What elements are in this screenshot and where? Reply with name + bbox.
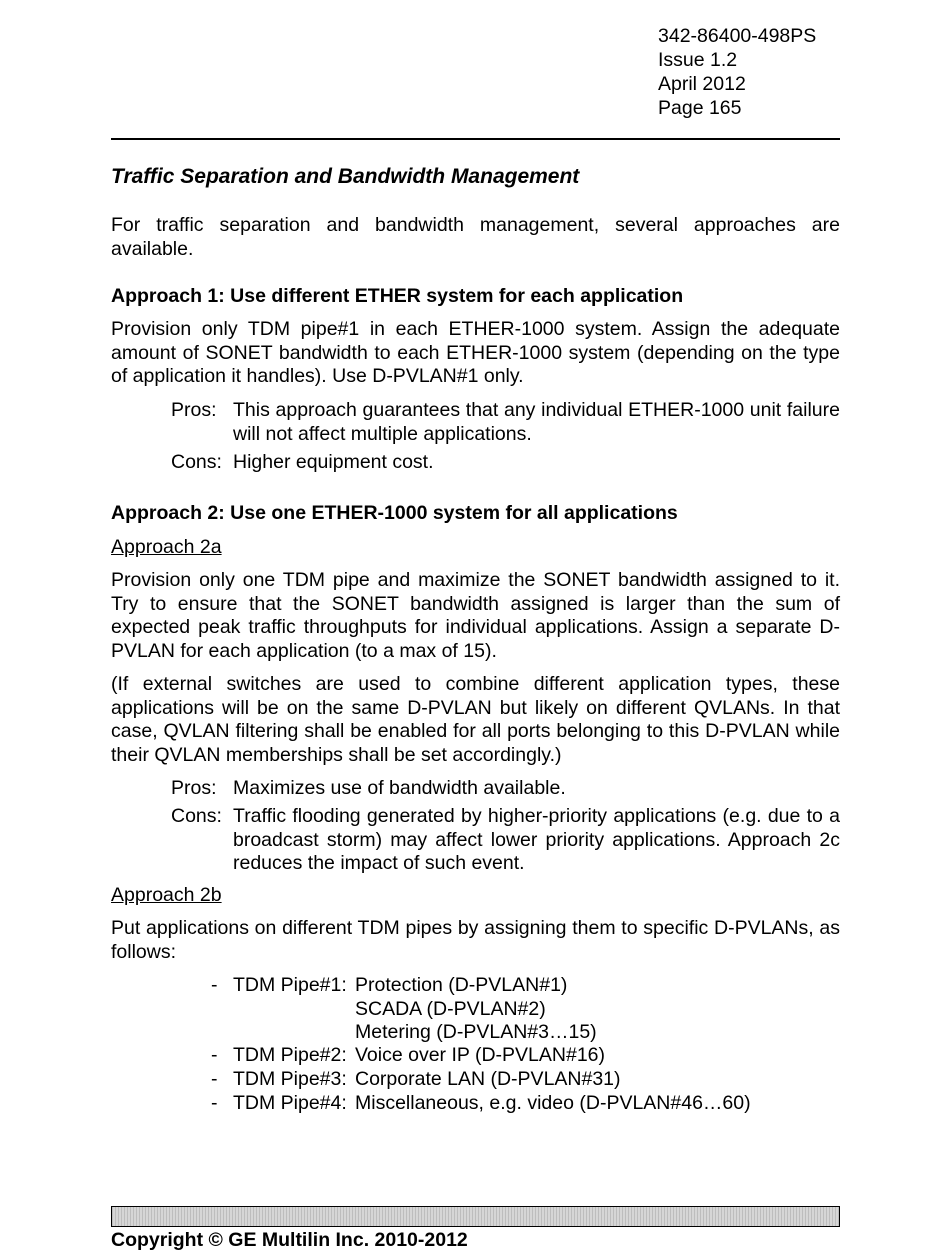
approach2b-body: Put applications on different TDM pipes by assigning them to specific D-PVLANs, as follows:: [111, 917, 840, 963]
approach1-cons-label: Cons:: [171, 451, 222, 473]
approach1-pros-label: Pros:: [171, 399, 217, 421]
issue-date: April 2012: [658, 73, 746, 95]
footer-bar: [111, 1206, 840, 1227]
pipe-label: TDM Pipe#2:: [233, 1044, 347, 1066]
list-item: Corporate LAN (D-PVLAN#31): [355, 1068, 621, 1090]
intro-paragraph: For traffic separation and bandwidth management, several approaches are available.: [111, 214, 840, 260]
pipe-label: TDM Pipe#1:: [233, 974, 347, 996]
section-title: Traffic Separation and Bandwidth Management: [111, 165, 580, 188]
approach2a-pros-label: Pros:: [171, 777, 217, 799]
list-item: Metering (D-PVLAN#3…15): [355, 1021, 597, 1043]
pipe-assignments: [355, 974, 597, 1045]
approach2-heading: Approach 2: Use one ETHER-1000 system for all applications: [111, 502, 678, 524]
issue-number: Issue 1.2: [658, 49, 738, 71]
approach2a-note: (If external switches are used to combine different application types, these applications will be on the same D-PVLAN but likely on different QVLANs. In that case, QVLAN filtering shall be enabled for all ports belonging to this D-PVLAN while their QVLAN memberships shall be set accordingly.): [111, 673, 840, 766]
header-divider: [111, 138, 840, 140]
list-bullet: -: [211, 1044, 218, 1066]
approach2a-pros: Maximizes use of bandwidth available.: [233, 777, 566, 799]
pipe-label: TDM Pipe#4:: [233, 1092, 347, 1114]
document-header: [658, 24, 816, 120]
document-id: 342-86400-498PS: [658, 25, 817, 47]
page-number: Page 165: [658, 97, 742, 119]
list-item: Voice over IP (D-PVLAN#16): [355, 1044, 606, 1066]
pipe-label: TDM Pipe#3:: [233, 1068, 347, 1090]
list-bullet: -: [211, 1068, 218, 1090]
copyright: Copyright © GE Multilin Inc. 2010-2012: [111, 1229, 468, 1251]
approach2a-body: Provision only one TDM pipe and maximize the SONET bandwidth assigned to it. Try to ensure that the SONET bandwidth assigned is larger than the sum of expected peak traffic throughputs for individual applications. Assign a separate D-PVLAN for each application (to a max of 15).: [111, 569, 840, 662]
approach2a-cons: Traffic flooding generated by higher-priority applications (e.g. due to a broadcast storm) may affect lower priority applications. Approach 2c reduces the impact of such event.: [233, 805, 840, 874]
list-item: SCADA (D-PVLAN#2): [355, 997, 546, 1020]
approach2a-cons-label: Cons:: [171, 805, 222, 827]
approach1-body: Provision only TDM pipe#1 in each ETHER-1000 system. Assign the adequate amount of SONET bandwidth to each ETHER-1000 system (depending on the type of application it handles). Use D-PVLAN#1 only.: [111, 318, 840, 387]
list-item: Protection (D-PVLAN#1): [355, 974, 568, 996]
list-bullet: -: [211, 1092, 218, 1114]
approach2a-heading: Approach 2a: [111, 536, 222, 558]
list-bullet: -: [211, 974, 218, 996]
approach1-heading: Approach 1: Use different ETHER system for each application: [111, 285, 684, 307]
approach2b-heading: Approach 2b: [111, 884, 222, 906]
approach1-cons: Higher equipment cost.: [233, 451, 434, 473]
list-item: Miscellaneous, e.g. video (D-PVLAN#46…60): [355, 1092, 751, 1114]
approach1-pros: This approach guarantees that any individual ETHER-1000 unit failure will not affect multiple applications.: [233, 399, 840, 445]
